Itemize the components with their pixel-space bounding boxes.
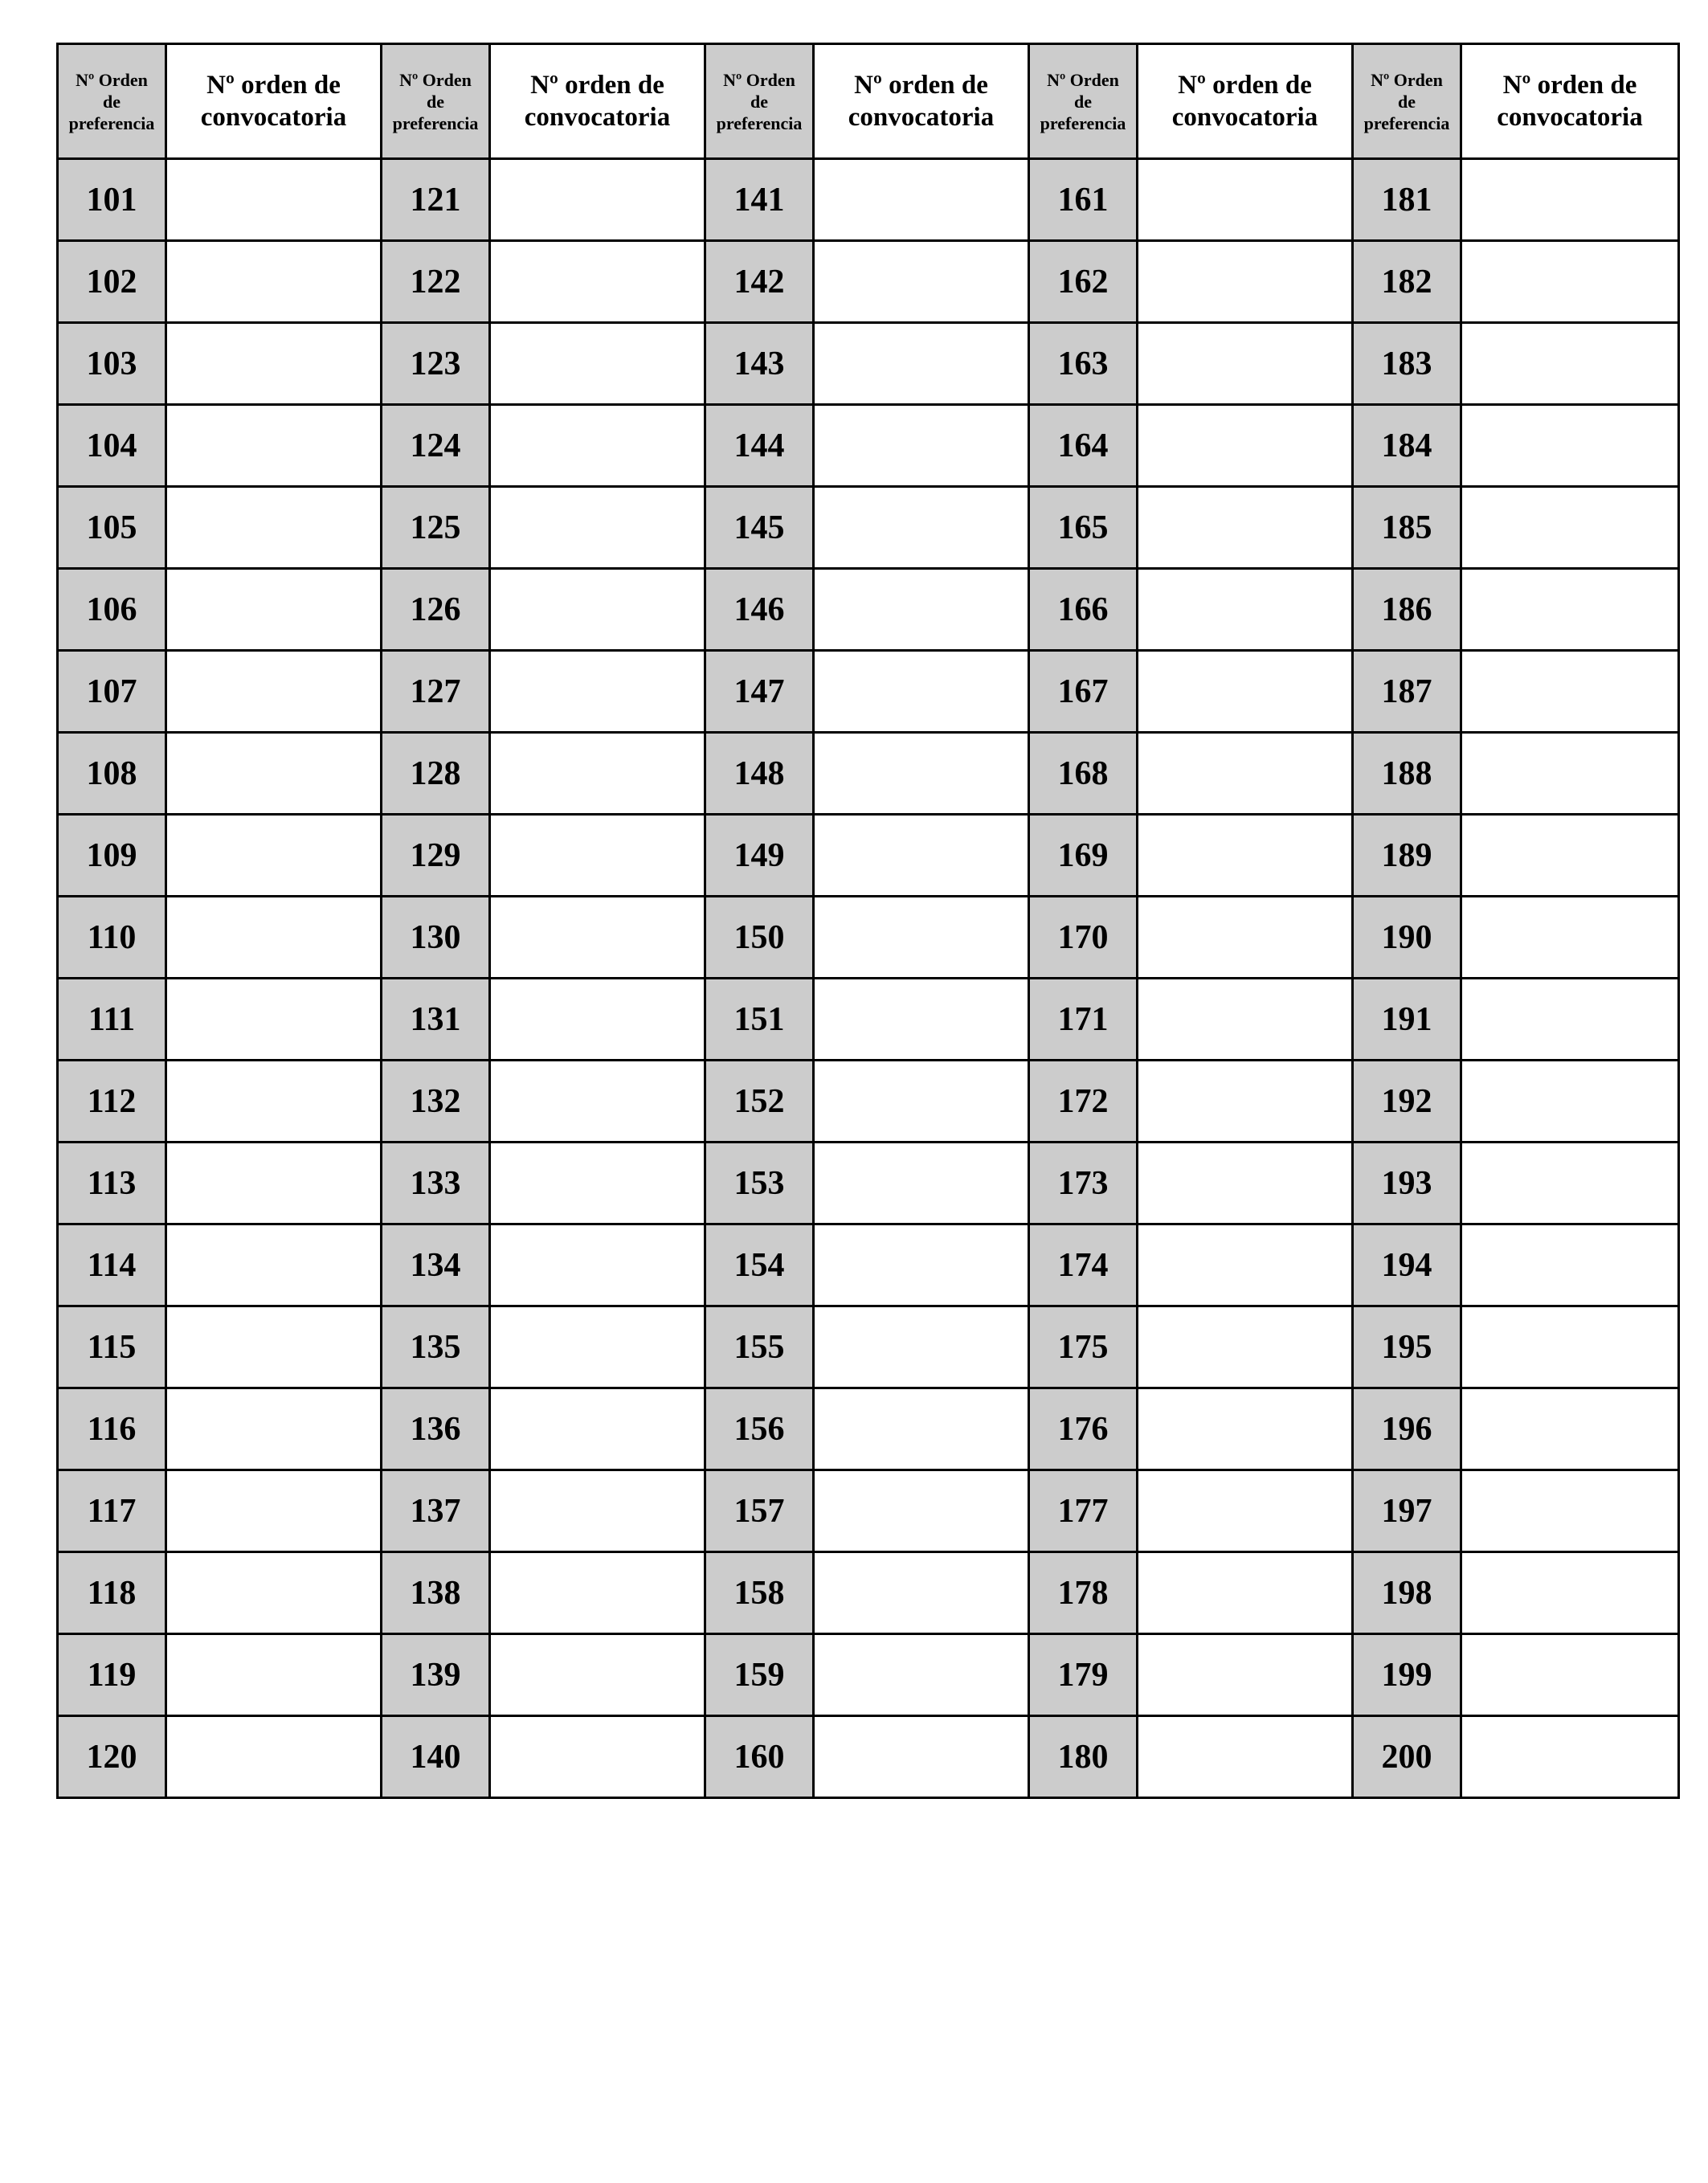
table-row <box>58 1306 1679 1388</box>
preference-number-cell: 118 <box>58 1552 166 1634</box>
preference-number-cell: 138 <box>382 1552 490 1634</box>
convocation-entry-cell[interactable] <box>1138 651 1353 733</box>
convocation-entry-cell[interactable] <box>166 815 382 897</box>
convocation-entry-cell[interactable] <box>814 1306 1029 1388</box>
table-row <box>58 1061 1679 1143</box>
convocation-order-header: Nº orden de convocatoria <box>490 44 705 159</box>
convocation-entry-cell[interactable] <box>490 1061 705 1143</box>
preference-number-cell: 150 <box>705 897 814 979</box>
convocation-entry-cell[interactable] <box>490 897 705 979</box>
convocation-order-header: Nº orden de convocatoria <box>166 44 382 159</box>
table-row <box>58 569 1679 651</box>
preference-number-cell: 186 <box>1353 569 1461 651</box>
convocation-entry-cell[interactable] <box>1461 1388 1679 1470</box>
convocation-entry-cell[interactable] <box>166 979 382 1061</box>
preference-number-cell: 193 <box>1353 1143 1461 1224</box>
preference-number-cell: 155 <box>705 1306 814 1388</box>
convocation-order-header: Nº orden de convocatoria <box>1138 44 1353 159</box>
convocation-entry-cell[interactable] <box>490 733 705 815</box>
preference-number-cell: 131 <box>382 979 490 1061</box>
table-body <box>58 44 1679 1798</box>
convocation-entry-cell[interactable] <box>1138 1716 1353 1798</box>
convocation-entry-cell[interactable] <box>1461 1061 1679 1143</box>
convocation-entry-cell[interactable] <box>490 487 705 569</box>
preference-number-cell: 107 <box>58 651 166 733</box>
convocation-entry-cell[interactable] <box>1461 487 1679 569</box>
preference-number-cell: 111 <box>58 979 166 1061</box>
preference-number-cell: 140 <box>382 1716 490 1798</box>
convocation-entry-cell[interactable] <box>1461 1634 1679 1716</box>
convocation-entry-cell[interactable] <box>1138 241 1353 323</box>
preference-number-cell: 141 <box>705 159 814 241</box>
convocation-entry-cell[interactable] <box>814 1224 1029 1306</box>
convocation-order-header: Nº orden de convocatoria <box>1461 44 1679 159</box>
preference-number-cell: 153 <box>705 1143 814 1224</box>
preference-number-cell: 133 <box>382 1143 490 1224</box>
convocation-entry-cell[interactable] <box>814 733 1029 815</box>
convocation-entry-cell[interactable] <box>166 1552 382 1634</box>
preference-number-cell: 103 <box>58 323 166 405</box>
preference-number-cell: 165 <box>1029 487 1138 569</box>
preference-number-cell: 171 <box>1029 979 1138 1061</box>
preference-number-cell: 125 <box>382 487 490 569</box>
convocation-entry-cell[interactable] <box>1138 1634 1353 1716</box>
preference-number-cell: 199 <box>1353 1634 1461 1716</box>
preference-number-cell: 152 <box>705 1061 814 1143</box>
convocation-entry-cell[interactable] <box>490 323 705 405</box>
preference-number-cell: 135 <box>382 1306 490 1388</box>
preference-number-cell: 189 <box>1353 815 1461 897</box>
preference-number-cell: 102 <box>58 241 166 323</box>
preference-number-cell: 175 <box>1029 1306 1138 1388</box>
convocation-entry-cell[interactable] <box>1461 1470 1679 1552</box>
convocation-entry-cell[interactable] <box>814 651 1029 733</box>
preference-number-cell: 101 <box>58 159 166 241</box>
preference-number-cell: 144 <box>705 405 814 487</box>
preference-number-cell: 195 <box>1353 1306 1461 1388</box>
convocation-entry-cell[interactable] <box>814 159 1029 241</box>
preference-number-cell: 106 <box>58 569 166 651</box>
convocation-entry-cell[interactable] <box>1138 159 1353 241</box>
convocation-entry-cell[interactable] <box>814 487 1029 569</box>
preference-number-cell: 114 <box>58 1224 166 1306</box>
preference-order-header: Nº Orden de preferencia <box>382 44 490 159</box>
preference-number-cell: 174 <box>1029 1224 1138 1306</box>
preference-number-cell: 176 <box>1029 1388 1138 1470</box>
preference-number-cell: 142 <box>705 241 814 323</box>
preference-number-cell: 151 <box>705 979 814 1061</box>
convocation-entry-cell[interactable] <box>166 1388 382 1470</box>
convocation-order-header: Nº orden de convocatoria <box>814 44 1029 159</box>
table-row <box>58 733 1679 815</box>
preference-number-cell: 194 <box>1353 1224 1461 1306</box>
convocation-entry-cell[interactable] <box>166 897 382 979</box>
preference-number-cell: 170 <box>1029 897 1138 979</box>
preference-number-cell: 119 <box>58 1634 166 1716</box>
convocation-entry-cell[interactable] <box>1138 1224 1353 1306</box>
preference-number-cell: 180 <box>1029 1716 1138 1798</box>
convocation-entry-cell[interactable] <box>1138 897 1353 979</box>
preference-number-cell: 192 <box>1353 1061 1461 1143</box>
convocation-entry-cell[interactable] <box>490 979 705 1061</box>
preference-number-cell: 137 <box>382 1470 490 1552</box>
table-row <box>58 323 1679 405</box>
convocation-entry-cell[interactable] <box>814 1634 1029 1716</box>
preference-number-cell: 173 <box>1029 1143 1138 1224</box>
convocation-entry-cell[interactable] <box>1461 897 1679 979</box>
preference-number-cell: 112 <box>58 1061 166 1143</box>
table-row <box>58 1470 1679 1552</box>
preference-number-cell: 117 <box>58 1470 166 1552</box>
convocation-entry-cell[interactable] <box>814 405 1029 487</box>
preference-order-header: Nº Orden de preferencia <box>1029 44 1138 159</box>
convocation-entry-cell[interactable] <box>814 1716 1029 1798</box>
preference-table <box>56 43 1680 1799</box>
convocation-entry-cell[interactable] <box>490 1388 705 1470</box>
preference-number-cell: 124 <box>382 405 490 487</box>
preference-order-header: Nº Orden de preferencia <box>705 44 814 159</box>
table-row <box>58 897 1679 979</box>
preference-number-cell: 168 <box>1029 733 1138 815</box>
table-row <box>58 1716 1679 1798</box>
preference-number-cell: 178 <box>1029 1552 1138 1634</box>
convocation-entry-cell[interactable] <box>490 569 705 651</box>
preference-number-cell: 104 <box>58 405 166 487</box>
convocation-entry-cell[interactable] <box>1461 569 1679 651</box>
preference-number-cell: 161 <box>1029 159 1138 241</box>
convocation-entry-cell[interactable] <box>490 1716 705 1798</box>
convocation-entry-cell[interactable] <box>814 323 1029 405</box>
convocation-entry-cell[interactable] <box>490 1552 705 1634</box>
preference-number-cell: 181 <box>1353 159 1461 241</box>
preference-number-cell: 128 <box>382 733 490 815</box>
convocation-entry-cell[interactable] <box>814 1061 1029 1143</box>
convocation-entry-cell[interactable] <box>166 159 382 241</box>
preference-number-cell: 167 <box>1029 651 1138 733</box>
table-row <box>58 159 1679 241</box>
table-row <box>58 979 1679 1061</box>
table-row <box>58 1388 1679 1470</box>
preference-number-cell: 108 <box>58 733 166 815</box>
preference-number-cell: 126 <box>382 569 490 651</box>
convocation-entry-cell[interactable] <box>166 1224 382 1306</box>
convocation-entry-cell[interactable] <box>1138 1470 1353 1552</box>
preference-number-cell: 200 <box>1353 1716 1461 1798</box>
preference-number-cell: 145 <box>705 487 814 569</box>
convocation-entry-cell[interactable] <box>1138 1061 1353 1143</box>
preference-number-cell: 188 <box>1353 733 1461 815</box>
convocation-entry-cell[interactable] <box>166 1061 382 1143</box>
convocation-entry-cell[interactable] <box>166 323 382 405</box>
preference-number-cell: 109 <box>58 815 166 897</box>
preference-number-cell: 182 <box>1353 241 1461 323</box>
convocation-entry-cell[interactable] <box>1138 1306 1353 1388</box>
convocation-entry-cell[interactable] <box>814 241 1029 323</box>
convocation-entry-cell[interactable] <box>1461 815 1679 897</box>
convocation-entry-cell[interactable] <box>1138 1388 1353 1470</box>
preference-number-cell: 147 <box>705 651 814 733</box>
table-row <box>58 1634 1679 1716</box>
preference-number-cell: 179 <box>1029 1634 1138 1716</box>
convocation-entry-cell[interactable] <box>490 1306 705 1388</box>
convocation-entry-cell[interactable] <box>166 405 382 487</box>
convocation-entry-cell[interactable] <box>1461 159 1679 241</box>
preference-order-header: Nº Orden de preferencia <box>58 44 166 159</box>
preference-number-cell: 185 <box>1353 487 1461 569</box>
convocation-entry-cell[interactable] <box>814 979 1029 1061</box>
convocation-entry-cell[interactable] <box>166 1143 382 1224</box>
preference-number-cell: 143 <box>705 323 814 405</box>
preference-number-cell: 156 <box>705 1388 814 1470</box>
preference-number-cell: 166 <box>1029 569 1138 651</box>
convocation-entry-cell[interactable] <box>490 1224 705 1306</box>
preference-number-cell: 130 <box>382 897 490 979</box>
preference-number-cell: 183 <box>1353 323 1461 405</box>
convocation-entry-cell[interactable] <box>1461 323 1679 405</box>
preference-number-cell: 139 <box>382 1634 490 1716</box>
preference-number-cell: 123 <box>382 323 490 405</box>
table-row <box>58 405 1679 487</box>
convocation-entry-cell[interactable] <box>1138 487 1353 569</box>
preference-number-cell: 113 <box>58 1143 166 1224</box>
preference-number-cell: 105 <box>58 487 166 569</box>
convocation-entry-cell[interactable] <box>166 651 382 733</box>
convocation-entry-cell[interactable] <box>490 815 705 897</box>
preference-order-header: Nº Orden de preferencia <box>1353 44 1461 159</box>
convocation-entry-cell[interactable] <box>1461 979 1679 1061</box>
convocation-entry-cell[interactable] <box>166 1470 382 1552</box>
convocation-entry-cell[interactable] <box>166 1634 382 1716</box>
convocation-entry-cell[interactable] <box>490 405 705 487</box>
preference-number-cell: 190 <box>1353 897 1461 979</box>
preference-number-cell: 146 <box>705 569 814 651</box>
preference-number-cell: 154 <box>705 1224 814 1306</box>
convocation-entry-cell[interactable] <box>166 487 382 569</box>
preference-number-cell: 169 <box>1029 815 1138 897</box>
preference-number-cell: 191 <box>1353 979 1461 1061</box>
preference-number-cell: 184 <box>1353 405 1461 487</box>
convocation-entry-cell[interactable] <box>1138 979 1353 1061</box>
preference-number-cell: 129 <box>382 815 490 897</box>
convocation-entry-cell[interactable] <box>1461 651 1679 733</box>
convocation-entry-cell[interactable] <box>1461 1716 1679 1798</box>
table-row <box>58 1143 1679 1224</box>
convocation-entry-cell[interactable] <box>166 1306 382 1388</box>
preference-number-cell: 164 <box>1029 405 1138 487</box>
convocation-entry-cell[interactable] <box>166 733 382 815</box>
preference-number-cell: 134 <box>382 1224 490 1306</box>
preference-number-cell: 198 <box>1353 1552 1461 1634</box>
convocation-entry-cell[interactable] <box>1138 815 1353 897</box>
convocation-entry-cell[interactable] <box>1461 1306 1679 1388</box>
preference-number-cell: 162 <box>1029 241 1138 323</box>
preference-number-cell: 115 <box>58 1306 166 1388</box>
preference-number-cell: 158 <box>705 1552 814 1634</box>
convocation-entry-cell[interactable] <box>1461 405 1679 487</box>
convocation-entry-cell[interactable] <box>490 1634 705 1716</box>
convocation-entry-cell[interactable] <box>490 241 705 323</box>
preference-number-cell: 149 <box>705 815 814 897</box>
table-row <box>58 241 1679 323</box>
convocation-entry-cell[interactable] <box>1138 1143 1353 1224</box>
preference-number-cell: 163 <box>1029 323 1138 405</box>
preference-number-cell: 197 <box>1353 1470 1461 1552</box>
preference-number-cell: 157 <box>705 1470 814 1552</box>
convocation-entry-cell[interactable] <box>1461 733 1679 815</box>
preference-number-cell: 122 <box>382 241 490 323</box>
preference-number-cell: 127 <box>382 651 490 733</box>
preference-number-cell: 116 <box>58 1388 166 1470</box>
preference-number-cell: 177 <box>1029 1470 1138 1552</box>
convocation-entry-cell[interactable] <box>166 241 382 323</box>
convocation-entry-cell[interactable] <box>490 1143 705 1224</box>
convocation-entry-cell[interactable] <box>1138 323 1353 405</box>
table-row <box>58 487 1679 569</box>
preference-number-cell: 136 <box>382 1388 490 1470</box>
table-row <box>58 815 1679 897</box>
convocation-entry-cell[interactable] <box>814 569 1029 651</box>
convocation-entry-cell[interactable] <box>814 1143 1029 1224</box>
convocation-entry-cell[interactable] <box>1138 1552 1353 1634</box>
convocation-entry-cell[interactable] <box>1461 1552 1679 1634</box>
convocation-entry-cell[interactable] <box>490 1470 705 1552</box>
convocation-entry-cell[interactable] <box>1138 569 1353 651</box>
convocation-entry-cell[interactable] <box>490 159 705 241</box>
preference-number-cell: 196 <box>1353 1388 1461 1470</box>
convocation-entry-cell[interactable] <box>1138 733 1353 815</box>
preference-number-cell: 120 <box>58 1716 166 1798</box>
convocation-entry-cell[interactable] <box>814 1388 1029 1470</box>
convocation-entry-cell[interactable] <box>1461 1224 1679 1306</box>
convocation-entry-cell[interactable] <box>166 569 382 651</box>
convocation-entry-cell[interactable] <box>1461 1143 1679 1224</box>
convocation-entry-cell[interactable] <box>166 1716 382 1798</box>
preference-number-cell: 160 <box>705 1716 814 1798</box>
preference-number-cell: 132 <box>382 1061 490 1143</box>
table-row <box>58 1224 1679 1306</box>
convocation-entry-cell[interactable] <box>1461 241 1679 323</box>
preference-number-cell: 121 <box>382 159 490 241</box>
convocation-entry-cell[interactable] <box>814 897 1029 979</box>
preference-number-cell: 172 <box>1029 1061 1138 1143</box>
convocation-entry-cell[interactable] <box>1138 405 1353 487</box>
preference-number-cell: 110 <box>58 897 166 979</box>
table-row <box>58 1552 1679 1634</box>
convocation-entry-cell[interactable] <box>814 1552 1029 1634</box>
convocation-entry-cell[interactable] <box>814 1470 1029 1552</box>
header-row <box>58 44 1679 159</box>
convocation-entry-cell[interactable] <box>490 651 705 733</box>
table-row <box>58 651 1679 733</box>
preference-number-cell: 159 <box>705 1634 814 1716</box>
preference-number-cell: 187 <box>1353 651 1461 733</box>
preference-number-cell: 148 <box>705 733 814 815</box>
convocation-entry-cell[interactable] <box>814 815 1029 897</box>
